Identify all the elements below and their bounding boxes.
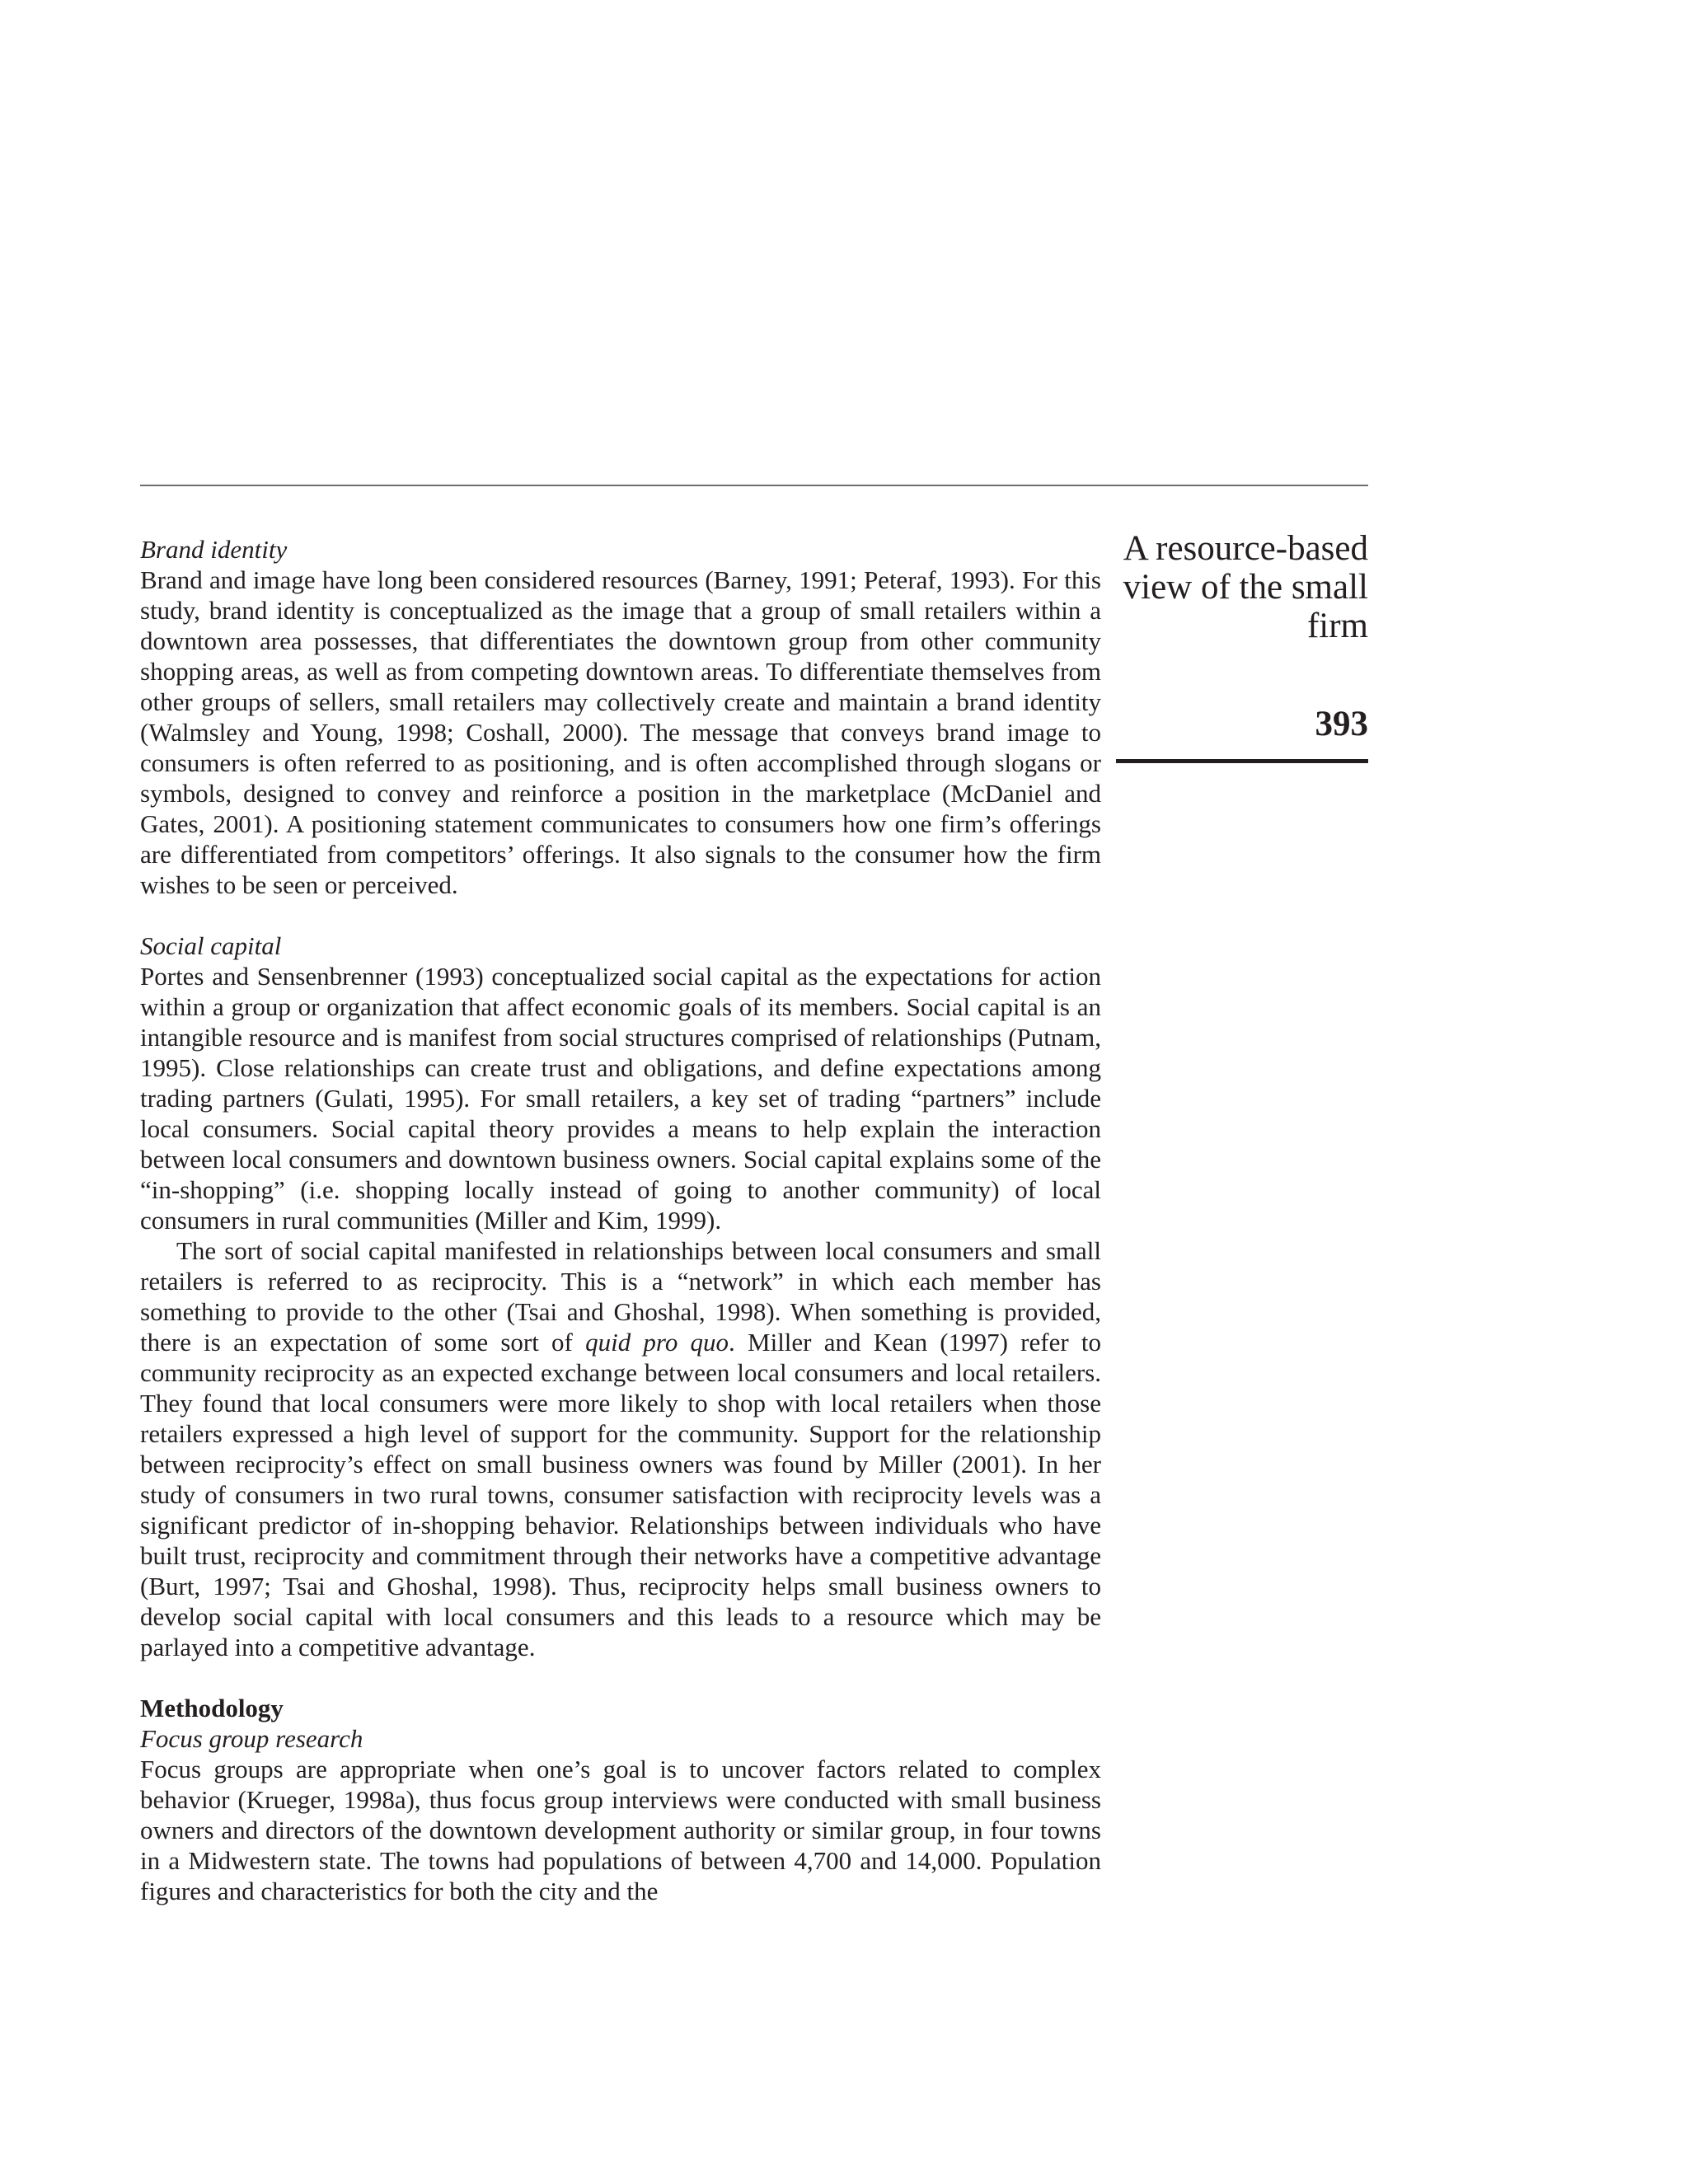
social-capital-paragraph-2 xyxy=(140,1235,1101,1662)
section-spacer xyxy=(140,900,1101,930)
section-spacer xyxy=(140,1662,1101,1693)
running-title-line-3: firm xyxy=(1306,607,1368,645)
brand-identity-heading: Brand identity xyxy=(140,535,288,564)
body-text-column xyxy=(140,534,1101,1906)
paragraph-text: The sort of social capital manifested in relationships between local consumers and small retailers is referred to as reciprocity. This is a “network” in which each member has something to provide to the other (Tsai and Ghoshal, 1998). When something is provided, there is an expectation of some sort of xyxy=(140,1236,1101,1357)
latin-phrase: quid pro quo xyxy=(585,1328,729,1357)
brand-identity-paragraph: Brand and image have long been considered resources (Barney, 1991; Peteraf, 1993). For this study, brand identity is conceptualized as the image that a group of small retailers within a downtown area possesses, that differentiates the downtown group from other community shopping areas, as well as from competing downtown areas. To differentiate themselves from other groups of sellers, small retailers may collectively create and maintain a brand identity (Walmsley and Young, 1998; Coshall, 2000). The message that conveys brand image to consumers is often referred to as positioning, and is often accomplished through slogans or symbols, designed to convey and reinforce a position in the marketplace (McDaniel and Gates, 2001). A positioning statement communicates to consumers how one firm’s offerings are differentiated from competitors’ offerings. It also signals to the consumer how the firm wishes to be seen or perceived. xyxy=(140,565,1101,899)
page-number-rule xyxy=(1116,759,1368,763)
header-rule xyxy=(140,485,1368,486)
page-number: 393 xyxy=(1315,705,1368,743)
running-title-line-2: view of the small xyxy=(1123,568,1368,607)
methodology-paragraph: Focus groups are appropriate when one’s goal is to uncover factors related to complex behavior (Krueger, 1998a), thus focus group interviews were conducted with small business owners and directors of the downtown development authority or similar group, in four towns in a Midwestern state. The towns had populations of between 4,700 and 14,000. Population figures and characteristics for both the city and the xyxy=(140,1755,1101,1905)
running-title xyxy=(1096,529,1368,645)
running-title-line-1: A resource-based xyxy=(1123,529,1368,568)
social-capital-heading: Social capital xyxy=(140,931,282,960)
methodology-heading: Methodology xyxy=(140,1694,284,1722)
social-capital-paragraph-1: Portes and Sensenbrenner (1993) conceptualized social capital as the expectations for action within a group or organization that affect economic goals of its members. Social capital is an intangible resource and is manifest from social structures comprised of relationships (Putnam, 1995). Close relationships can create trust and obligations, and define expectations among trading partners (Gulati, 1995). For small retailers, a key set of trading “partners” include local consumers. Social capital theory provides a means to help explain the interaction between local consumers and downtown business owners. Social capital explains some of the “in-shopping” (i.e. shopping locally instead of going to another community) of local consumers in rural communities (Miller and Kim, 1999). xyxy=(140,962,1101,1235)
paragraph-text: . Miller and Kean (1997) refer to community reciprocity as an expected exchange between local consumers and local retailers. They found that local consumers were more likely to shop with local retailers when those retailers expressed a high level of support for the community. Support for the relationship between reciprocity’s effect on small business owners was found by Miller (2001). In her study of consumers in two rural towns, consumer satisfaction with reciprocity levels was a significant predictor of in-shopping behavior. Relationships between individuals who have built trust, reciprocity and commitment through their networks have a competitive advantage (Burt, 1997; Tsai and Ghoshal, 1998). Thus, reciprocity helps small business owners to develop social capital with local consumers and this leads to a resource which may be parlayed into a competitive advantage. xyxy=(140,1328,1101,1661)
focus-group-subheading: Focus group research xyxy=(140,1724,363,1753)
